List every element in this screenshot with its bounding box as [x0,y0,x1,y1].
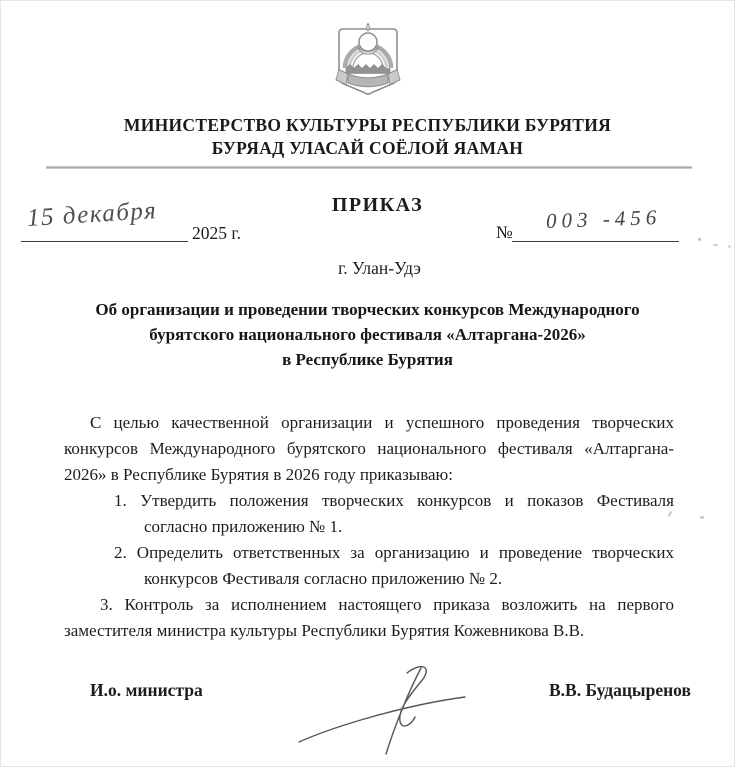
text-line: 1. Утвердить положения творческих конкурсов и показов Фестиваля [114,491,674,510]
text-line: Об организации и проведении творческих конкурсов Международного [95,300,640,319]
signatory-name: В.В. Будацыренов [549,680,691,700]
text-line: заместителя министра культуры Республики Бурятия Кожевникова В.В. [64,621,585,640]
text-line: конкурсов Фестиваля согласно приложению № 2. [144,569,503,588]
order-item-3 [64,592,674,644]
intro-paragraph [64,410,674,488]
document-body [64,410,674,644]
scan-artifact-dot [713,244,718,246]
handwritten-signature [293,659,473,759]
text-line: С целью качественной организации и успешного проведения творческих [90,413,674,432]
scan-artifact-dot [728,245,731,248]
text-line: 2. Определить ответственных за организацию и проведение творческих [114,543,674,562]
text-line: в Республике Бурятия [282,350,453,369]
date-underline [21,241,188,242]
ministry-header [1,114,734,160]
signatory-position: И.о. министра [90,680,203,700]
text-line: конкурсов Международного бурятского национального фестиваля «Алтаргана- [64,439,674,458]
document-title: ПРИКАЗ [331,194,424,216]
handwritten-order-number: 003 -456 [545,204,662,234]
number-sign: № [496,222,513,242]
handwritten-date: 15 декабря [26,197,158,232]
text-line: 3. Контроль за исполнением настоящего приказа возложить на первого [100,595,674,614]
text-line: согласно приложению № 1. [144,517,343,536]
ministry-name-russian: МИНИСТЕРСТВО КУЛЬТУРЫ РЕСПУБЛИКИ БУРЯТИЯ [123,115,612,135]
header-divider-line [46,166,692,169]
order-item-2 [64,540,674,592]
text-line: бурятского национального фестиваля «Алтаргана-2026» [149,325,586,344]
text-line: 2026» в Республике Бурятия в 2026 году приказываю: [64,465,453,484]
subject-heading [41,297,694,372]
scan-artifact-dot [700,516,704,519]
date-year-label: 2025 г. [192,223,241,243]
buryatia-coat-of-arms-icon [332,21,404,105]
ministry-name-buryat: БУРЯАД УЛАСАЙ СОЁЛОЙ ЯАМАН [211,138,524,158]
number-underline [512,241,679,242]
city-line: г. Улан-Удэ [338,258,421,278]
scan-artifact-dot [698,238,701,241]
order-item-1 [64,488,674,540]
